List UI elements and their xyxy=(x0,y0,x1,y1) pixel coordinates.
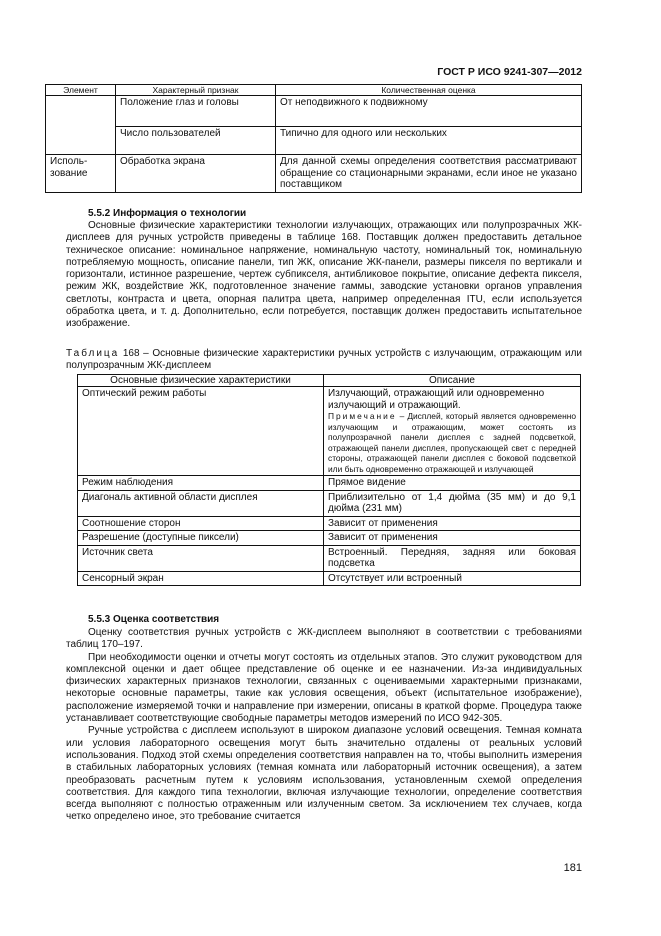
table-cell: Оптический режим работы xyxy=(78,387,324,476)
table-cell: Число пользователей xyxy=(116,127,276,155)
table-cell: Приблизительно от 1,4 дюйма (35 мм) и до 9,1 дюйма (231 мм) xyxy=(324,490,581,516)
paragraph: Оценку соответствия ручных устройств с ЖК-дисплеем выполняют в соответствии с требованиями таблиц 170–197. xyxy=(66,627,582,651)
table-cell: Сенсорный экран xyxy=(78,571,324,586)
table-row xyxy=(78,387,581,476)
note-label: Примечание xyxy=(328,411,397,421)
table-row xyxy=(78,516,581,531)
table-cell: Типично для одного или нескольких xyxy=(276,127,582,155)
usage-table xyxy=(45,84,582,193)
document-header: ГОСТ Р ИСО 9241-307—2012 xyxy=(437,66,582,78)
table-cell: Отсутствует или встроенный xyxy=(324,571,581,586)
table-cell: От неподвижного к подвижному xyxy=(276,96,582,127)
table-row xyxy=(46,127,582,155)
table-cell xyxy=(46,127,116,155)
table-cell: Разрешение (доступные пиксели) xyxy=(78,531,324,546)
characteristics-table xyxy=(77,374,581,586)
table-cell: Исполь-зование xyxy=(46,155,116,193)
table-row xyxy=(46,96,582,127)
table-row xyxy=(78,490,581,516)
table-row xyxy=(78,545,581,571)
table-caption xyxy=(66,348,582,372)
table-cell: Прямое видение xyxy=(324,476,581,491)
table-cell: Зависит от применения xyxy=(324,531,581,546)
section-body xyxy=(66,220,582,331)
cell-text: Излучающий, отражающий или одновременно излучающий и отражающий. xyxy=(328,388,545,411)
section-heading: 5.5.3 Оценка соответствия xyxy=(88,614,220,625)
caption-text: 168 – Основные физические характеристики ручных устройств с излучающим, отражающим или полупрозрачным ЖК-дисплеем xyxy=(66,348,582,371)
table-cell: Источник света xyxy=(78,545,324,571)
table-cell: Соотношение сторон xyxy=(78,516,324,531)
table-header-row xyxy=(78,375,581,387)
column-header: Основные физические характеристики xyxy=(78,375,324,387)
table-cell: Диагональ активной области дисплея xyxy=(78,490,324,516)
section-body xyxy=(66,627,582,824)
table-cell xyxy=(46,96,116,127)
column-header: Количественная оценка xyxy=(276,85,582,96)
page-number: 181 xyxy=(563,862,582,874)
paragraph: Основные физические характеристики технологии излучающих, отражающих или полупрозрачных ЖК-дисплеев для ручных устройств приведены в таблице 168. Поставщик должен предоставить детальное техническое описание: номинальное напряжение, номинальную частоту, номинальный ток, номинальную потребляемую мощность, описание панели, тип ЖК, описание ЖК-панели, размеры пикселя по вертикали и горизонтали, истинное разрешение, чертеж субпикселя, антибликовое покрытие, описание дефекта пикселя, режим ЖК, воздействие ЖК, подготовленное значение гаммы, заводские установки органов управления светлоты, контраста и цвета, опорная палитра цвета, например определенная ITU, если используется обработка цвета, и т. д. Дополнительно, если потребуется, поставщик должен предоставить испытательное изображение. xyxy=(66,220,582,330)
table-row xyxy=(78,571,581,586)
column-header: Элемент xyxy=(46,85,116,96)
table-row xyxy=(46,155,582,193)
table-note xyxy=(328,411,576,474)
table-cell: Положение глаз и головы xyxy=(116,96,276,127)
paragraph: Ручные устройства с дисплеем используют в широком диапазоне условий освещения. Темная комната или условия лабораторного освещения могут быть значительно отдалены от реальных условий использования. Подход этой схемы определения соответствия направлен на то, чтобы выполнить измерения в стабильных лабораторных условиях (темная комната или лабораторный источник освещения), а затем преобразовать расчетным путем к условиям использования, установленным схемой определения соответствия. Для каждого типа технологии, включая излучающие технологии, определение соответствия всегда выполняют с полностью отраженным или излученным светом. За исключением тех случаев, когда четко определено иное, это требование считается xyxy=(66,725,582,823)
table-row xyxy=(78,476,581,491)
table-cell xyxy=(324,387,581,476)
table-header-row xyxy=(46,85,582,96)
table-cell: Зависит от применения xyxy=(324,516,581,531)
table-cell: Обработка экрана xyxy=(116,155,276,193)
column-header: Описание xyxy=(324,375,581,387)
note-text: – Дисплей, который является одновременно излучающим и отражающим, может состоять из полупрозрачной панели дисплея с задней подсветкой, отражающей панели дисплея, пропускающей свет с передней стороны, отражающей панели дисплея с боковой подсветкой или быть одновременно отражающей и излучающей xyxy=(328,411,576,474)
section-heading: 5.5.2 Информация о технологии xyxy=(88,208,247,219)
table-cell: Встроенный. Передняя, задняя или боковая подсветка xyxy=(324,545,581,571)
table-row xyxy=(78,531,581,546)
table-cell: Режим наблюдения xyxy=(78,476,324,491)
column-header: Характерный признак xyxy=(116,85,276,96)
paragraph: При необходимости оценки и отчеты могут состоять из отдельных этапов. Это служит руководством для комплексной оценки и дает общее представление об оценке и ее назначении. Из-за индивидуальных физических характерных признаков технологии, связанных с оцениваемыми характерными признаками, некоторые основные параметры, такие как условия освещения, объект (испытательное изображение), расположение измеряемой точки и направление при измерении, описаны в краткой форме. Процедура также устанавливает соответствующие свободные параметры методов измерений по ИСО 942-305. xyxy=(66,651,582,725)
caption-label: Таблица xyxy=(66,348,120,359)
table-cell: Для данной схемы определения соответствия рассматривают обращение со стационарными экранами, если иное не указано поставщиком xyxy=(276,155,582,193)
